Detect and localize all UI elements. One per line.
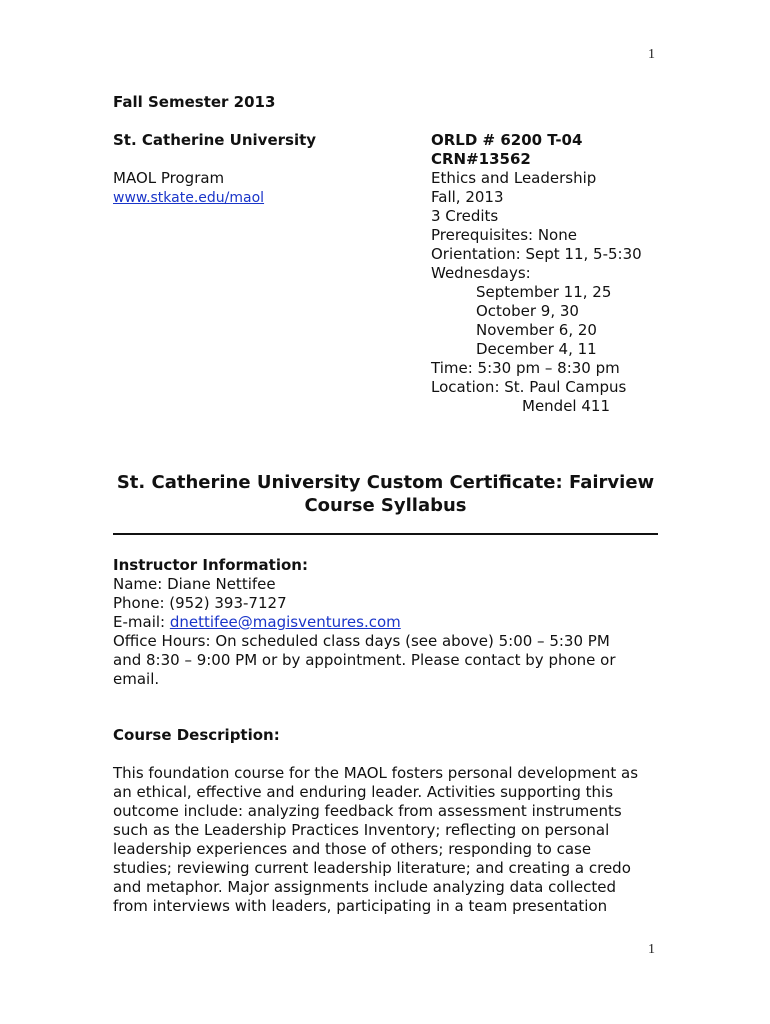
course-orientation: Orientation: Sept 11, 5-5:30 xyxy=(431,245,642,263)
title-line-2: Course Syllabus xyxy=(304,495,467,516)
program-info xyxy=(113,131,316,207)
office-hours-line: email. xyxy=(113,670,160,688)
instructor-phone: Phone: (952) 393-7127 xyxy=(113,594,287,612)
semester-heading xyxy=(113,93,275,112)
instructor-email-label: E-mail: xyxy=(113,613,170,631)
title-line-1: St. Catherine University Custom Certificate: Fairview xyxy=(116,472,655,493)
university-name: St. Catherine University xyxy=(113,131,317,149)
course-date: October 9, 30 xyxy=(476,302,579,320)
course-time: Time: 5:30 pm – 8:30 pm xyxy=(431,359,620,377)
semester-label: Fall Semester 2013 xyxy=(113,93,276,111)
description-line: such as the Leadership Practices Inventory; reflecting on personal xyxy=(113,821,610,839)
course-date: December 4, 11 xyxy=(476,340,597,358)
description-line: from interviews with leaders, participating in a team presentation xyxy=(113,897,608,915)
description-heading: Course Description: xyxy=(113,726,280,744)
title-divider xyxy=(113,533,658,535)
course-prerequisites: Prerequisites: None xyxy=(431,226,577,244)
description-body xyxy=(113,764,638,916)
course-details xyxy=(431,131,642,416)
course-room: Mendel 411 xyxy=(522,397,610,415)
page-title xyxy=(113,471,658,517)
description-line: studies; reviewing current leadership literature; and creating a credo xyxy=(113,859,631,877)
description-line: and metaphor. Major assignments include analyzing data collected xyxy=(113,878,616,896)
course-date: September 11, 25 xyxy=(476,283,612,301)
course-code: ORLD # 6200 T-04 xyxy=(431,131,583,149)
course-credits: 3 Credits xyxy=(431,207,499,225)
page-number-top: 1 xyxy=(648,47,655,62)
instructor-heading: Instructor Information: xyxy=(113,556,308,574)
description-line: leadership experiences and those of others; responding to case xyxy=(113,840,592,858)
description-line: an ethical, effective and enduring leader. Activities supporting this xyxy=(113,783,614,801)
course-days-label: Wednesdays: xyxy=(431,264,531,282)
course-date: November 6, 20 xyxy=(476,321,597,339)
office-hours-line: and 8:30 – 9:00 PM or by appointment. Please contact by phone or xyxy=(113,651,616,669)
instructor-email-link[interactable]: dnettifee@magisventures.com xyxy=(169,613,401,631)
description-line: This foundation course for the MAOL fosters personal development as xyxy=(113,764,639,782)
page-number-bottom: 1 xyxy=(648,942,655,957)
course-location: Location: St. Paul Campus xyxy=(431,378,627,396)
instructor-section xyxy=(113,556,616,689)
course-term: Fall, 2013 xyxy=(431,188,504,206)
description-line: outcome include: analyzing feedback from assessment instruments xyxy=(113,802,622,820)
description-heading-wrap xyxy=(113,726,280,745)
program-name: MAOL Program xyxy=(113,169,225,187)
office-hours-line: Office Hours: On scheduled class days (see above) 5:00 – 5:30 PM xyxy=(113,632,610,650)
program-link[interactable]: www.stkate.edu/maol xyxy=(113,190,265,206)
instructor-name: Name: Diane Nettifee xyxy=(113,575,276,593)
course-crn: CRN#13562 xyxy=(431,150,531,168)
course-name: Ethics and Leadership xyxy=(431,169,597,187)
